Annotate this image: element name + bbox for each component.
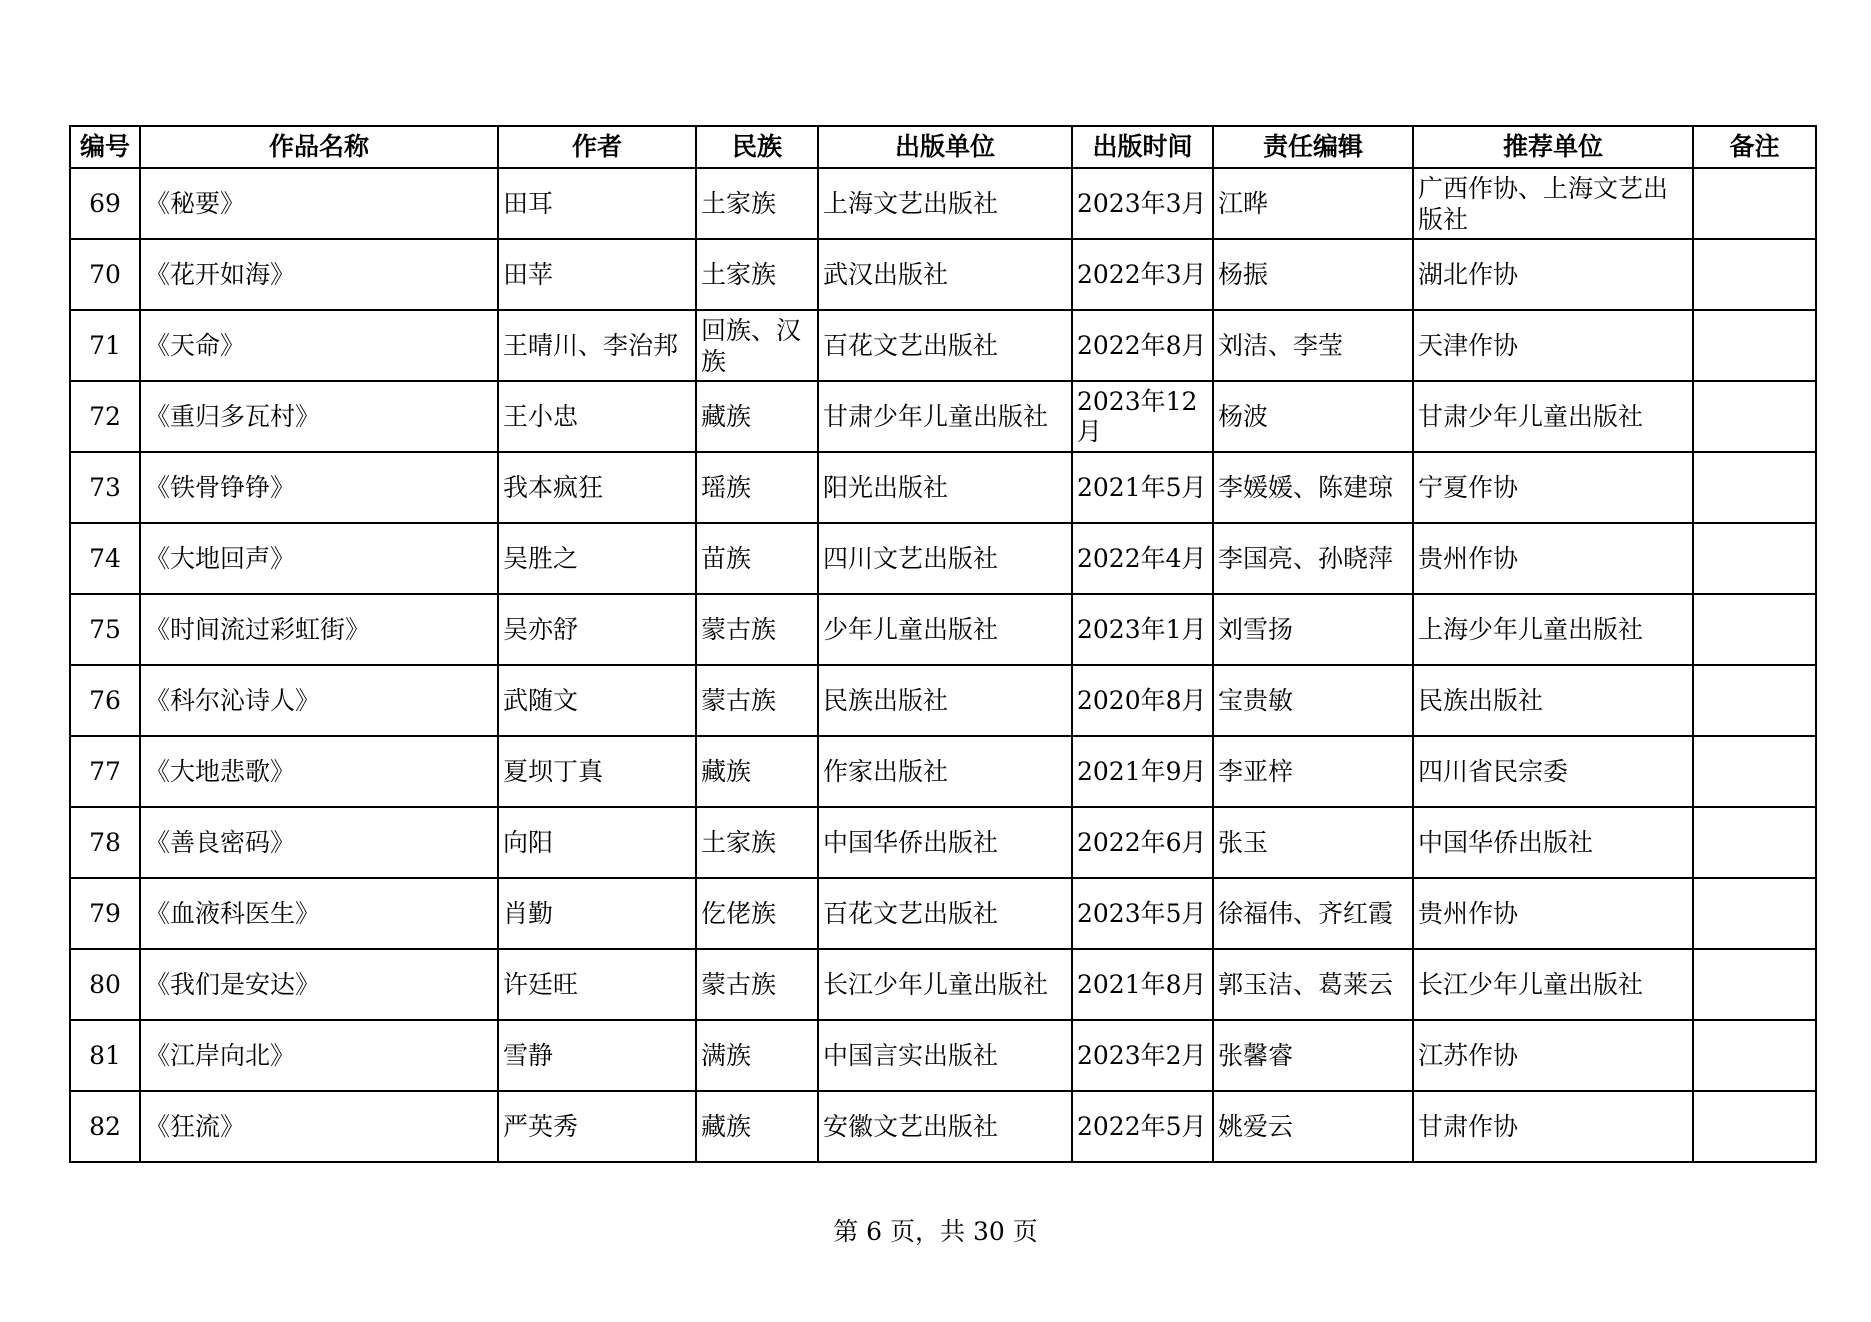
header-editor: 责任编辑 xyxy=(1213,126,1413,168)
cell-remarks xyxy=(1693,594,1816,665)
cell-recommender: 贵州作协 xyxy=(1413,523,1693,594)
cell-recommender: 中国华侨出版社 xyxy=(1413,807,1693,878)
cell-author: 王晴川、李治邦 xyxy=(498,310,696,381)
cell-author: 雪静 xyxy=(498,1020,696,1091)
cell-title: 《科尔沁诗人》 xyxy=(140,665,498,736)
cell-author: 我本疯狂 xyxy=(498,452,696,523)
cell-recommender: 贵州作协 xyxy=(1413,878,1693,949)
cell-author: 向阳 xyxy=(498,807,696,878)
header-publisher: 出版单位 xyxy=(818,126,1072,168)
cell-ethnicity: 满族 xyxy=(696,1020,818,1091)
cell-number: 80 xyxy=(70,949,140,1020)
cell-publisher: 民族出版社 xyxy=(818,665,1072,736)
cell-ethnicity: 藏族 xyxy=(696,736,818,807)
cell-ethnicity: 土家族 xyxy=(696,239,818,310)
cell-title: 《重归多瓦村》 xyxy=(140,381,498,452)
cell-recommender: 宁夏作协 xyxy=(1413,452,1693,523)
cell-editor: 张馨睿 xyxy=(1213,1020,1413,1091)
cell-title: 《狂流》 xyxy=(140,1091,498,1162)
cell-author: 肖勤 xyxy=(498,878,696,949)
cell-ethnicity: 土家族 xyxy=(696,807,818,878)
cell-publisher: 百花文艺出版社 xyxy=(818,310,1072,381)
table-row xyxy=(70,168,1816,239)
cell-ethnicity: 蒙古族 xyxy=(696,594,818,665)
cell-number: 77 xyxy=(70,736,140,807)
cell-publisher: 作家出版社 xyxy=(818,736,1072,807)
header-title: 作品名称 xyxy=(140,126,498,168)
cell-title: 《江岸向北》 xyxy=(140,1020,498,1091)
cell-author: 王小忠 xyxy=(498,381,696,452)
cell-remarks xyxy=(1693,1020,1816,1091)
cell-publish-date: 2020年8月 xyxy=(1072,665,1213,736)
cell-publisher: 少年儿童出版社 xyxy=(818,594,1072,665)
cell-recommender: 四川省民宗委 xyxy=(1413,736,1693,807)
table-row xyxy=(70,807,1816,878)
cell-publisher: 安徽文艺出版社 xyxy=(818,1091,1072,1162)
table-row xyxy=(70,381,1816,452)
cell-remarks xyxy=(1693,736,1816,807)
cell-recommender: 江苏作协 xyxy=(1413,1020,1693,1091)
cell-title: 《善良密码》 xyxy=(140,807,498,878)
cell-publish-date: 2023年2月 xyxy=(1072,1020,1213,1091)
cell-publisher: 四川文艺出版社 xyxy=(818,523,1072,594)
header-recommender: 推荐单位 xyxy=(1413,126,1693,168)
cell-editor: 宝贵敏 xyxy=(1213,665,1413,736)
cell-publish-date: 2023年5月 xyxy=(1072,878,1213,949)
cell-recommender: 广西作协、上海文艺出版社 xyxy=(1413,168,1693,239)
cell-remarks xyxy=(1693,807,1816,878)
cell-ethnicity: 蒙古族 xyxy=(696,949,818,1020)
cell-editor: 徐福伟、齐红霞 xyxy=(1213,878,1413,949)
cell-editor: 杨振 xyxy=(1213,239,1413,310)
cell-publish-date: 2023年1月 xyxy=(1072,594,1213,665)
page-footer: 第 6 页，共 30 页 xyxy=(833,1217,1038,1246)
cell-recommender: 上海少年儿童出版社 xyxy=(1413,594,1693,665)
cell-ethnicity: 藏族 xyxy=(696,381,818,452)
cell-publish-date: 2022年8月 xyxy=(1072,310,1213,381)
cell-ethnicity: 藏族 xyxy=(696,1091,818,1162)
cell-title: 《时间流过彩虹街》 xyxy=(140,594,498,665)
cell-editor: 张玉 xyxy=(1213,807,1413,878)
cell-publisher: 中国华侨出版社 xyxy=(818,807,1072,878)
cell-recommender: 甘肃少年儿童出版社 xyxy=(1413,381,1693,452)
cell-number: 73 xyxy=(70,452,140,523)
cell-author: 严英秀 xyxy=(498,1091,696,1162)
cell-recommender: 长江少年儿童出版社 xyxy=(1413,949,1693,1020)
cell-editor: 李媛媛、陈建琼 xyxy=(1213,452,1413,523)
cell-author: 田苹 xyxy=(498,239,696,310)
cell-title: 《我们是安达》 xyxy=(140,949,498,1020)
cell-editor: 李亚梓 xyxy=(1213,736,1413,807)
cell-recommender: 天津作协 xyxy=(1413,310,1693,381)
cell-remarks xyxy=(1693,665,1816,736)
cell-publisher: 武汉出版社 xyxy=(818,239,1072,310)
cell-number: 74 xyxy=(70,523,140,594)
cell-author: 吴胜之 xyxy=(498,523,696,594)
cell-title: 《大地悲歌》 xyxy=(140,736,498,807)
cell-editor: 姚爱云 xyxy=(1213,1091,1413,1162)
cell-number: 81 xyxy=(70,1020,140,1091)
cell-remarks xyxy=(1693,452,1816,523)
cell-ethnicity: 仡佬族 xyxy=(696,878,818,949)
cell-title: 《铁骨铮铮》 xyxy=(140,452,498,523)
cell-editor: 刘洁、李莹 xyxy=(1213,310,1413,381)
table-row xyxy=(70,594,1816,665)
cell-number: 69 xyxy=(70,168,140,239)
cell-author: 夏坝丁真 xyxy=(498,736,696,807)
cell-publish-date: 2021年9月 xyxy=(1072,736,1213,807)
table-row xyxy=(70,239,1816,310)
table-row xyxy=(70,452,1816,523)
header-remarks: 备注 xyxy=(1693,126,1816,168)
cell-publish-date: 2022年4月 xyxy=(1072,523,1213,594)
cell-number: 75 xyxy=(70,594,140,665)
cell-number: 78 xyxy=(70,807,140,878)
header-ethnicity: 民族 xyxy=(696,126,818,168)
header-publish-date: 出版时间 xyxy=(1072,126,1213,168)
cell-publish-date: 2022年5月 xyxy=(1072,1091,1213,1162)
table-header-row xyxy=(70,126,1816,168)
cell-number: 72 xyxy=(70,381,140,452)
table-row xyxy=(70,665,1816,736)
cell-remarks xyxy=(1693,381,1816,452)
table-body xyxy=(70,168,1816,1162)
cell-author: 吴亦舒 xyxy=(498,594,696,665)
cell-author: 田耳 xyxy=(498,168,696,239)
cell-editor: 杨波 xyxy=(1213,381,1413,452)
cell-title: 《大地回声》 xyxy=(140,523,498,594)
cell-publisher: 甘肃少年儿童出版社 xyxy=(818,381,1072,452)
cell-publish-date: 2022年6月 xyxy=(1072,807,1213,878)
cell-publish-date: 2023年12月 xyxy=(1072,381,1213,452)
cell-title: 《秘要》 xyxy=(140,168,498,239)
cell-publisher: 百花文艺出版社 xyxy=(818,878,1072,949)
table-row xyxy=(70,310,1816,381)
header-author: 作者 xyxy=(498,126,696,168)
cell-title: 《天命》 xyxy=(140,310,498,381)
cell-title: 《花开如海》 xyxy=(140,239,498,310)
cell-publish-date: 2021年8月 xyxy=(1072,949,1213,1020)
cell-publisher: 上海文艺出版社 xyxy=(818,168,1072,239)
cell-ethnicity: 回族、汉族 xyxy=(696,310,818,381)
cell-editor: 李国亮、孙晓萍 xyxy=(1213,523,1413,594)
table-row xyxy=(70,736,1816,807)
cell-recommender: 甘肃作协 xyxy=(1413,1091,1693,1162)
table-row xyxy=(70,1020,1816,1091)
cell-ethnicity: 蒙古族 xyxy=(696,665,818,736)
nominee-table xyxy=(69,125,1817,1163)
header-number: 编号 xyxy=(70,126,140,168)
cell-number: 70 xyxy=(70,239,140,310)
cell-publisher: 阳光出版社 xyxy=(818,452,1072,523)
cell-editor: 刘雪扬 xyxy=(1213,594,1413,665)
cell-publish-date: 2023年3月 xyxy=(1072,168,1213,239)
cell-recommender: 民族出版社 xyxy=(1413,665,1693,736)
cell-number: 71 xyxy=(70,310,140,381)
cell-remarks xyxy=(1693,310,1816,381)
cell-ethnicity: 苗族 xyxy=(696,523,818,594)
cell-editor: 郭玉洁、葛莱云 xyxy=(1213,949,1413,1020)
table-row xyxy=(70,523,1816,594)
cell-ethnicity: 土家族 xyxy=(696,168,818,239)
cell-remarks xyxy=(1693,949,1816,1020)
cell-recommender: 湖北作协 xyxy=(1413,239,1693,310)
cell-publisher: 长江少年儿童出版社 xyxy=(818,949,1072,1020)
cell-publish-date: 2022年3月 xyxy=(1072,239,1213,310)
table-row xyxy=(70,878,1816,949)
cell-remarks xyxy=(1693,239,1816,310)
cell-remarks xyxy=(1693,1091,1816,1162)
cell-ethnicity: 瑶族 xyxy=(696,452,818,523)
cell-number: 76 xyxy=(70,665,140,736)
table-row xyxy=(70,949,1816,1020)
cell-number: 82 xyxy=(70,1091,140,1162)
cell-remarks xyxy=(1693,878,1816,949)
cell-title: 《血液科医生》 xyxy=(140,878,498,949)
cell-author: 武随文 xyxy=(498,665,696,736)
cell-remarks xyxy=(1693,168,1816,239)
cell-number: 79 xyxy=(70,878,140,949)
cell-remarks xyxy=(1693,523,1816,594)
cell-editor: 江晔 xyxy=(1213,168,1413,239)
table-row xyxy=(70,1091,1816,1162)
cell-publish-date: 2021年5月 xyxy=(1072,452,1213,523)
cell-publisher: 中国言实出版社 xyxy=(818,1020,1072,1091)
cell-author: 许廷旺 xyxy=(498,949,696,1020)
